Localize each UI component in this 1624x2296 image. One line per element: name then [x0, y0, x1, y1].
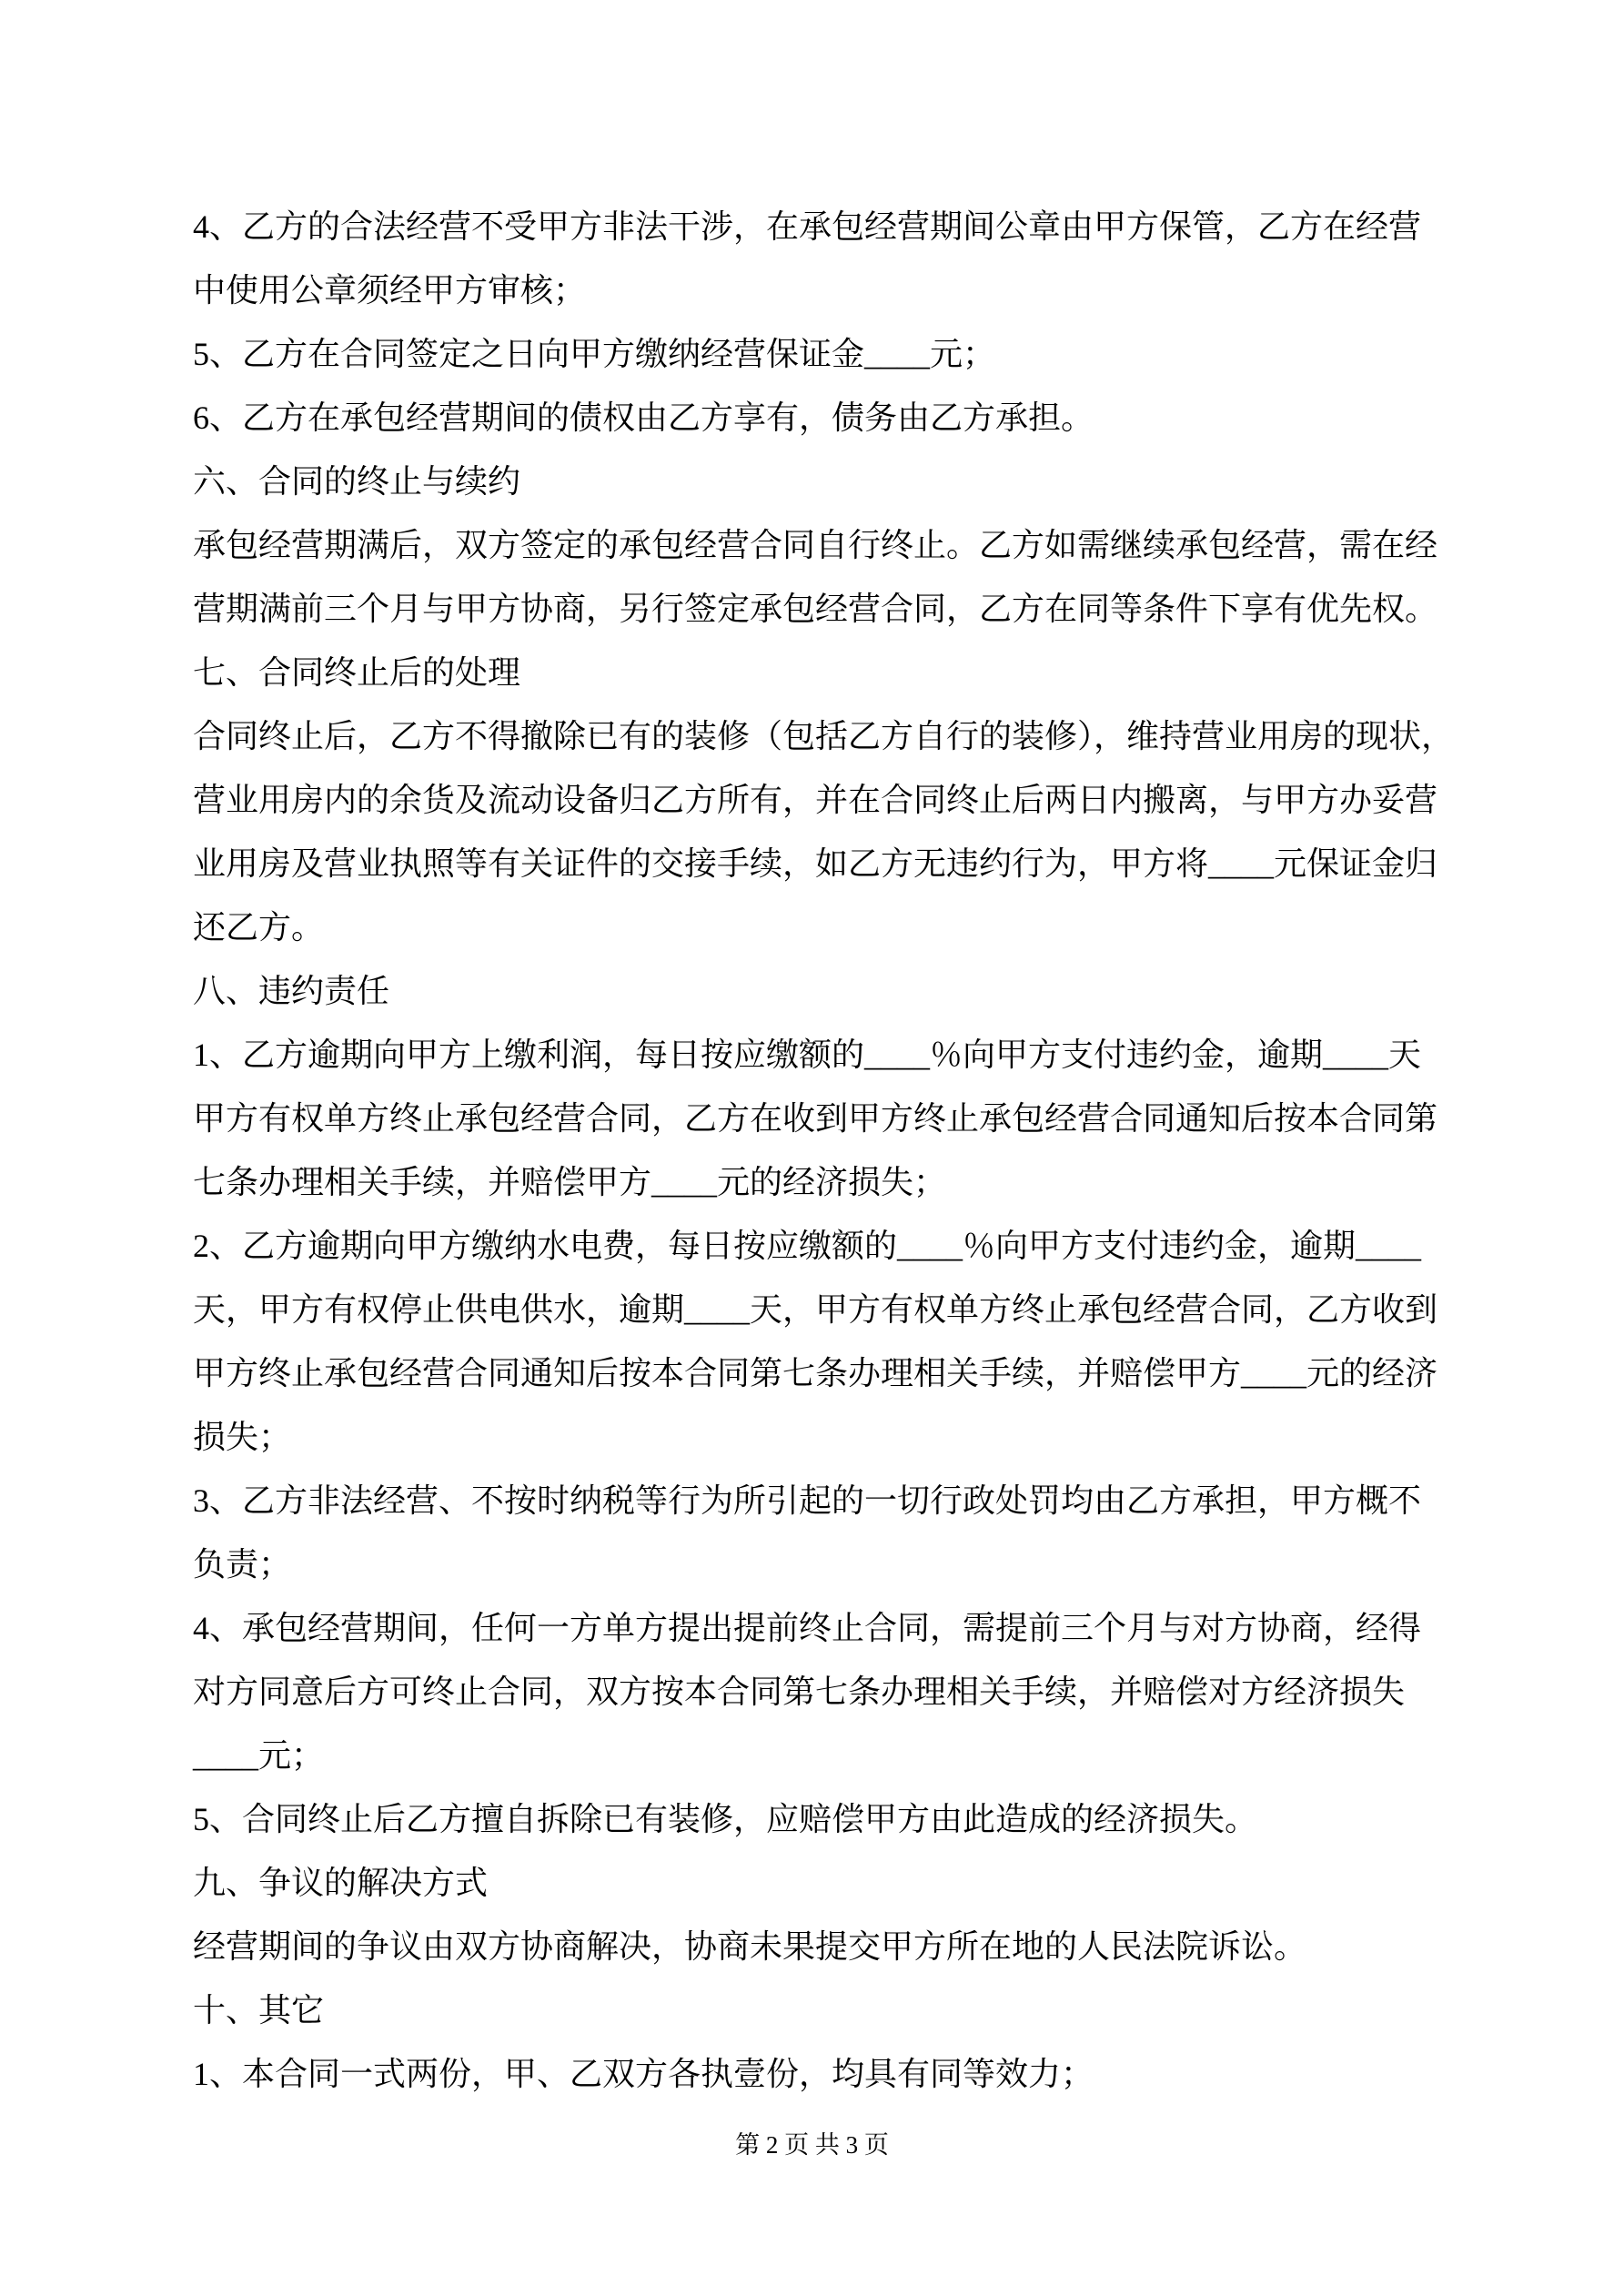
doc-line: 经营期间的争议由双方协商解决，协商未果提交甲方所在地的人民法院诉讼。: [193, 1928, 1307, 1965]
doc-line: 中使用公章须经甲方审核；: [193, 272, 587, 308]
doc-line: 承包经营期满后，双方签定的承包经营合同自行终止。乙方如需继续承包经营，需在经: [193, 527, 1438, 563]
doc-line: 5、乙方在合同签定之日向甲方缴纳经营保证金____元；: [193, 336, 996, 372]
doc-line: 业用房及营业执照等有关证件的交接手续，如乙方无违约行为，甲方将____元保证金归: [193, 845, 1438, 882]
doc-line: 合同终止后，乙方不得撤除已有的装修（包括乙方自行的装修），维持营业用房的现状，: [193, 718, 1455, 754]
doc-line: ____元；: [193, 1737, 325, 1774]
doc-line: 4、乙方的合法经营不受甲方非法干涉，在承包经营期间公章由甲方保管，乙方在经营: [193, 208, 1422, 245]
page-footer: 第 2 页 共 3 页: [735, 2131, 889, 2159]
section-heading: 六、合同的终止与续约: [193, 463, 521, 500]
doc-line: 还乙方。: [193, 909, 325, 946]
section-heading: 八、违约责任: [193, 973, 390, 1009]
section-heading: 七、合同终止后的处理: [193, 654, 521, 691]
doc-line: 营期满前三个月与甲方协商，另行签定承包经营合同，乙方在同等条件下享有优先权。: [193, 591, 1438, 627]
doc-line: 5、合同终止后乙方擅自拆除已有装修，应赔偿甲方由此造成的经济损失。: [193, 1801, 1258, 1837]
doc-line: 负责；: [193, 1546, 292, 1583]
doc-line: 甲方有权单方终止承包经营合同，乙方在收到甲方终止承包经营合同通知后按本合同第: [193, 1100, 1438, 1137]
doc-line: 3、乙方非法经营、不按时纳税等行为所引起的一切行政处罚均由乙方承担，甲方概不: [193, 1482, 1422, 1519]
doc-line: 天，甲方有权停止供电供水，逾期____天，甲方有权单方终止承包经营合同，乙方收到: [193, 1291, 1438, 1328]
section-heading: 十、其它: [193, 1992, 325, 2028]
doc-line: 6、乙方在承包经营期间的债权由乙方享有，债务由乙方承担。: [193, 400, 1094, 436]
doc-line: 2、乙方逾期向甲方缴纳水电费，每日按应缴额的____％向甲方支付违约金，逾期____: [193, 1228, 1422, 1264]
contract-body: [193, 195, 1467, 2106]
doc-line: 1、本合同一式两份，甲、乙双方各执壹份，均具有同等效力；: [193, 2056, 1094, 2092]
doc-line: 1、乙方逾期向甲方上缴利润，每日按应缴额的____％向甲方支付违约金，逾期____天: [193, 1037, 1422, 1073]
doc-line: 营业用房内的余货及流动设备归乙方所有，并在合同终止后两日内搬离，与甲方办妥营: [193, 782, 1438, 818]
doc-line: 对方同意后方可终止合同，双方按本合同第七条办理相关手续，并赔偿对方经济损失: [193, 1674, 1406, 1710]
doc-line: 七条办理相关手续，并赔偿甲方____元的经济损失；: [193, 1164, 947, 1200]
doc-line: 甲方终止承包经营合同通知后按本合同第七条办理相关手续，并赔偿甲方____元的经济: [193, 1355, 1438, 1391]
doc-line: 4、承包经营期间，任何一方单方提出提前终止合同，需提前三个月与对方协商，经得: [193, 1610, 1422, 1646]
doc-line: 损失；: [193, 1419, 292, 1455]
section-heading: 九、争议的解决方式: [193, 1865, 489, 1901]
